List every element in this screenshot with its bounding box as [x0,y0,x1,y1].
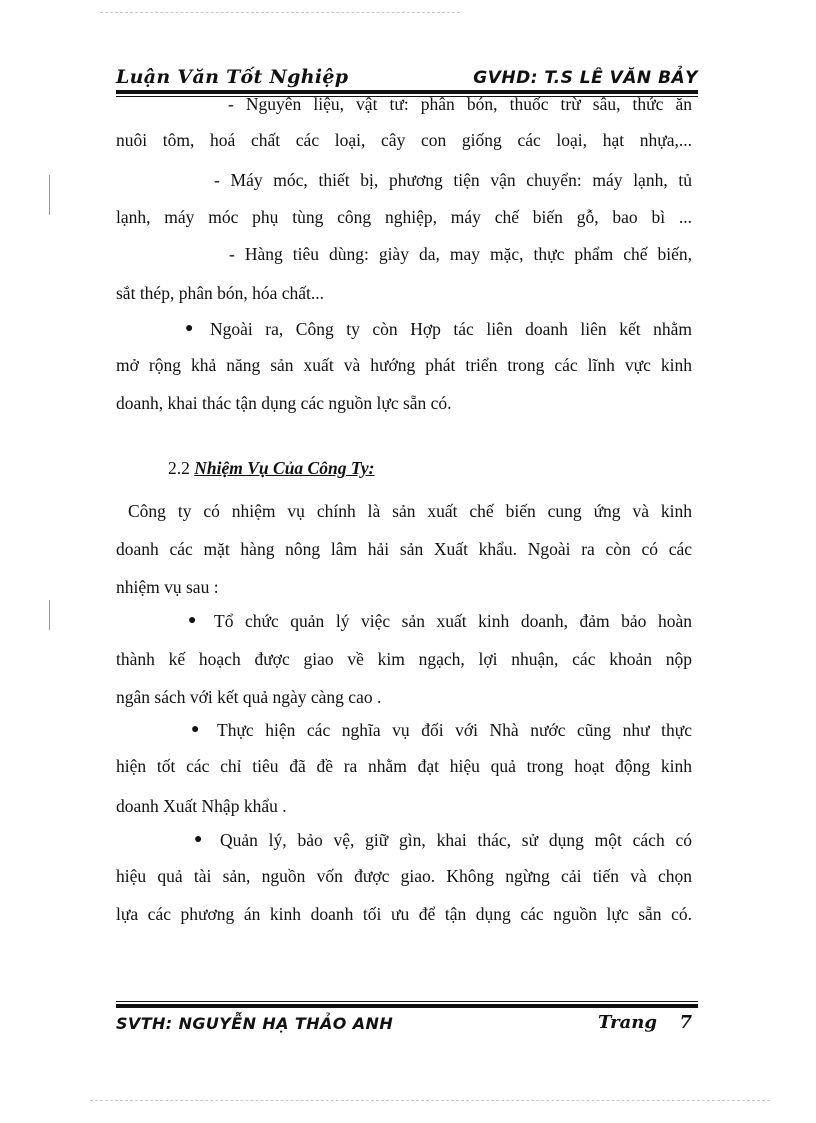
body-line: thành kế hoạch được giao về kim ngạch, lợi nhuận, các khoản nộp [116,649,692,669]
bullet-icon: ● [188,613,197,628]
bullet-icon: ● [185,321,194,336]
body-line: hiện tốt các chỉ tiêu đã đề ra nhằm đạt hiệu quả trong hoạt động kinh [116,756,692,776]
body-line: Quản lý, bảo vệ, giữ gìn, khai thác, sử dụng một cách có [220,830,692,850]
scan-margin-mark [49,600,50,630]
body-line: Công ty có nhiệm vụ chính là sản xuất chế biến cung ứng và kinh [128,501,692,521]
body-line: - Nguyên liệu, vật tư: phân bón, thuốc trừ sâu, thức ăn [228,94,692,114]
scan-artifact-top [100,12,460,13]
advisor-name: GVHD: T.S LÊ VĂN BẢY [473,68,698,88]
body-line: lựa các phương án kinh doanh tối ưu để tận dụng các nguồn lực sẵn có. [116,904,692,924]
body-line: lạnh, máy móc phụ tùng công nghiệp, máy chế biến gỗ, bao bì ... [116,207,692,227]
body-line: Thực hiện các nghĩa vụ đối với Nhà nước cũng như thực [217,720,692,740]
body-line: nuôi tôm, hoá chất các loại, cây con giống các loại, hạt nhựa,... [116,130,692,150]
section-title: Nhiệm Vụ Của Công Ty: [194,458,375,478]
body-line: - Máy móc, thiết bị, phương tiện vận chuyển: máy lạnh, tủ [214,170,692,190]
page-header [116,58,698,92]
page-label: Trang [598,1012,657,1033]
bullet-icon: ● [194,832,203,847]
page-footer [116,1014,698,1044]
body-line: nhiệm vụ sau : [116,577,219,597]
body-line: doanh, khai thác tận dụng các nguồn lực sẵn có. [116,393,452,413]
bullet-icon: ● [191,722,200,737]
body-line: hiệu quả tài sản, nguồn vốn được giao. Không ngừng cải tiến và chọn [116,866,692,886]
page-number: 7 [679,1012,692,1033]
body-line: - Hàng tiêu dùng: giày da, may mặc, thực phẩm chế biến, [229,244,692,264]
body-line: mở rộng khả năng sản xuất và hướng phát triển trong các lĩnh vực kinh [116,355,692,375]
scan-margin-mark [49,175,50,215]
body-line: Tổ chức quản lý việc sản xuất kinh doanh, đảm bảo hoàn [214,611,692,631]
body-line: ngân sách với kết quả ngày càng cao . [116,687,382,707]
footer-rule-thin [116,1001,698,1002]
body-line: doanh các mặt hàng nông lâm hải sản Xuất khẩu. Ngoài ra còn có các [116,539,692,559]
body-line: Ngoài ra, Công ty còn Hợp tác liên doanh liên kết nhằm [210,319,692,339]
footer-rule [116,1004,698,1008]
body-line: doanh Xuất Nhập khẩu . [116,796,287,816]
scan-artifact-bottom [90,1100,770,1101]
body-line: sắt thép, phân bón, hóa chất... [116,283,325,303]
page-indicator [598,1012,692,1033]
thesis-title: Luận Văn Tốt Nghiệp [116,66,349,88]
section-number: 2.2 [168,458,190,478]
student-name: SVTH: NGUYỄN HẠ THẢO ANH [116,1014,394,1033]
section-heading [168,455,374,481]
